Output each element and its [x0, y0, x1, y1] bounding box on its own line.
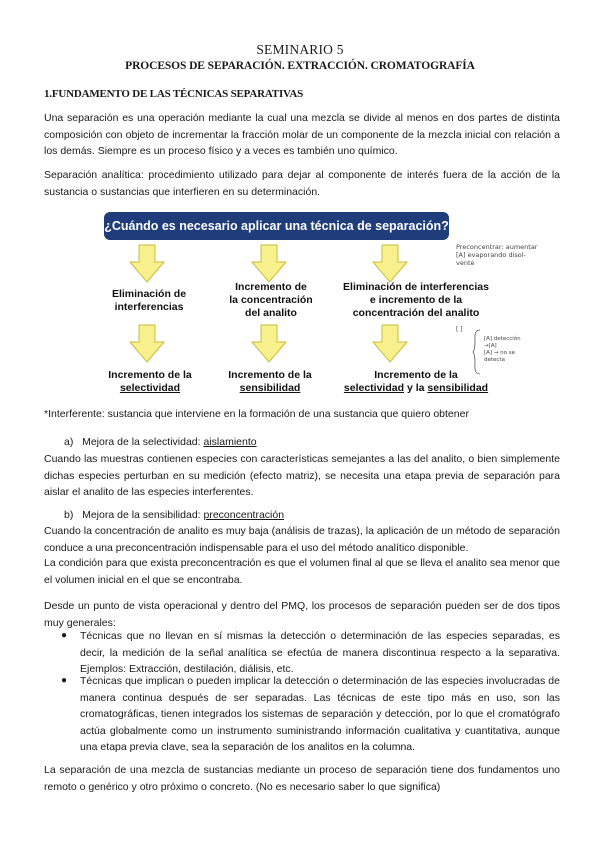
down-arrow-icon	[129, 324, 165, 364]
interferente-footnote: *Interferente: sustancia que interviene en la formación de una sustancia que quiero obtener	[44, 408, 469, 420]
paragraph-definition: Una separación es una operación mediante la cual una mezcla se divide al menos en dos partes de distinta composición con objeto de incrementar la fracción molar de un componente de la mezcla inicial con relación a los demás. Siempre es un proceso físico y a veces es también uno químico.	[44, 112, 560, 157]
section-heading: 1.FUNDAMENTO DE LAS TÉCNICAS SEPARATIVAS	[44, 88, 304, 100]
down-arrow-icon	[372, 324, 408, 364]
diagram-banner: ¿Cuándo es necesario aplicar una técnica de separación?	[104, 212, 449, 240]
brace-icon	[472, 328, 482, 376]
handwritten-note-detection: [A] detección →[A] [A] → no se detecta	[484, 336, 521, 363]
diagram-selectivity-sensitivity: Incremento de la selectividad y la sensibilidad	[343, 369, 489, 394]
subsection-b-text2: La condición para que exista preconcentración es que el volumen final al que se lleva el analito sea menor que el volumen inicial en el que se encontraba.	[44, 557, 560, 586]
bullet-continuous: Técnicas que implican o pueden implicar la detección o determinación de las especies involucradas de manera continua después de ser separadas. Las técnicas de este tipo más en uso, son las cromatográficas, tienen integrados los sistemas de separación y detección, por lo que el cromatógrafo actúa globalmente como un instrumento suministrando información cualitativa y cuantitativa, aunque una etapa previa clave, sea la separación de los analitos en la columna.	[80, 675, 560, 753]
handwritten-note-brace: [ ]	[456, 326, 463, 333]
operational-intro: Desde un punto de vista operacional y dentro del PMQ, los procesos de separación pueden ser de dos tipos muy generales:	[44, 600, 560, 629]
diagram-sensitivity: Incremento de la sensibilidad	[228, 369, 312, 394]
handwritten-note-preconcentrar: Preconcentrar: aumentar [A] evaporando disol- vente	[456, 243, 538, 267]
down-arrow-icon	[372, 244, 408, 284]
separation-diagram	[104, 212, 489, 397]
paragraph-analytical-separation: Separación analítica: procedimiento utilizado para dejar al componente de interés fuera de la acción de la sustancia o sustancias que interfieren en su determinación.	[44, 169, 560, 198]
bullet-discontinuous: Técnicas que no llevan en sí mismas la detección o determinación de las especies separadas, es decir, la medición de la señal analítica se efectúa de manera discontinua respecto a la separativa. Ejemplos: Extracción, destilación, diálisis, etc.	[80, 630, 560, 675]
subsection-a-text: Cuando las muestras contienen especies con características semejantes a las del analito, o bien simplemente dichas especies perturban en su medición (efecto matriz), se necesita una etapa previa de separación para aislar el analito de las especies interferentes.	[44, 453, 560, 498]
bullet-icon: ●	[61, 630, 68, 641]
down-arrow-icon	[251, 244, 287, 284]
down-arrow-icon	[251, 324, 287, 364]
diagram-both: Eliminación de interferencias e incremento de la concentración del analito	[343, 281, 489, 319]
diagram-selectivity: Incremento de la selectividad	[108, 369, 192, 394]
page-subtitle: PROCESOS DE SEPARACIÓN. EXTRACCIÓN. CROMATOGRAFÍA	[125, 60, 475, 72]
diagram-interference-elimination: Eliminación de interferencias	[111, 288, 187, 313]
bullet-icon: ●	[61, 675, 68, 686]
diagram-concentration-increase: Incremento de la concentración del analito	[229, 281, 313, 319]
subsection-b-heading: b) Mejora de la sensibilidad: preconcentración	[64, 509, 285, 521]
page-title: SEMINARIO 5	[256, 42, 344, 57]
subsection-b-text1: Cuando la concentración de analito es muy baja (análisis de trazas), la aplicación de un método de separación conduce a una preconcentración indispensable para el uso del método analítico disponible.	[44, 525, 560, 554]
down-arrow-icon	[129, 244, 165, 284]
subsection-a-heading: a) Mejora de la selectividad: aislamiento	[64, 436, 257, 448]
closing-paragraph: La separación de una mezcla de sustancias mediante un proceso de separación tiene dos fundamentos uno remoto o genérico y otro próximo o concreto. (No es necesario saber lo que significa)	[44, 764, 560, 793]
